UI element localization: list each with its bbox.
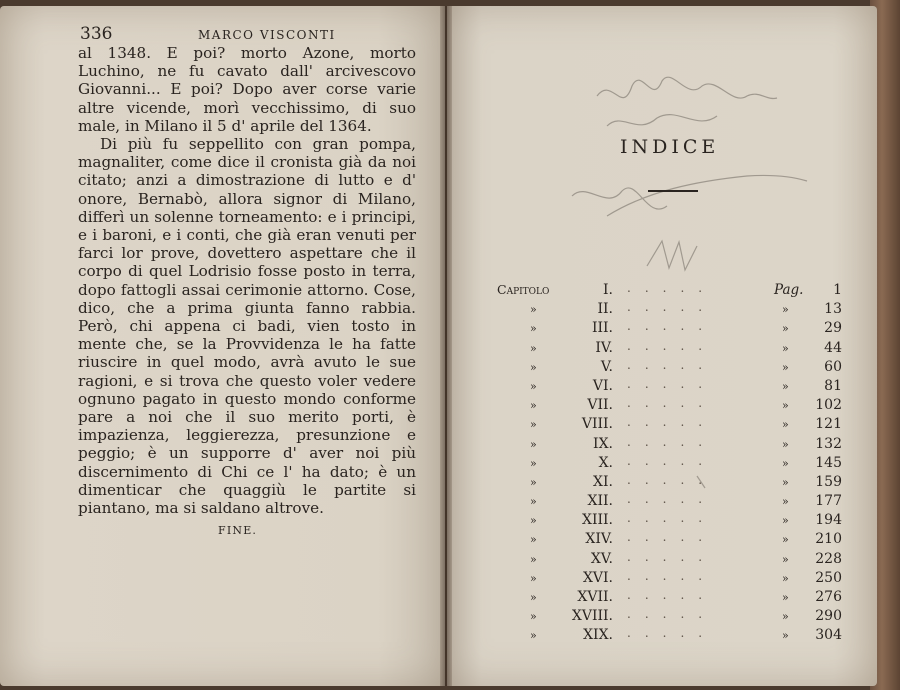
toc-row [497, 570, 842, 589]
toc-row [497, 301, 842, 320]
chapter-number: I. [603, 282, 613, 298]
ditto-mark: » [530, 303, 537, 317]
dot-leader: ..... [627, 511, 717, 526]
dot-leader: ..... [627, 453, 717, 468]
ditto-mark: » [782, 399, 789, 413]
ditto-mark: » [530, 456, 537, 470]
ditto-mark: » [530, 437, 537, 451]
chapter-number: XVII. [577, 589, 613, 605]
ditto-mark: » [530, 360, 537, 374]
ditto-mark: » [530, 475, 537, 489]
chapter-column-label: Capitolo [497, 282, 550, 297]
ditto-mark: » [530, 533, 537, 547]
ditto-mark: » [530, 379, 537, 393]
ditto-mark: » [530, 399, 537, 413]
chapter-number: VIII. [581, 416, 613, 433]
dot-leader: ..... [627, 415, 717, 430]
ditto-mark: » [530, 495, 537, 509]
ditto-mark: » [530, 552, 537, 566]
dot-leader: ..... [627, 607, 717, 622]
book-gutter [440, 6, 452, 686]
page-ref: 145 [815, 454, 842, 471]
index-title: INDICE [620, 136, 720, 158]
ditto-mark: » [782, 360, 789, 374]
page-ref: 304 [815, 627, 842, 644]
toc-row [497, 551, 842, 570]
page-ref: 276 [815, 589, 842, 605]
chapter-number: X. [598, 454, 613, 471]
toc-row [497, 282, 842, 301]
ditto-mark: » [782, 437, 789, 451]
page-ref: 132 [815, 435, 842, 452]
toc-row [497, 436, 842, 455]
page-ref: 228 [815, 550, 842, 567]
paragraph-2: Di più fu seppellito con gran pompa, magnaliter, come dice il cronista già da noi citato; anzi a dimostrazione di lutto e d' onore, Bernabò, allora signor di Milano, differì un solenne torneamento: e i principi, e i baroni, e i conti, che già eran venuti per farci lor prove, dovettero aspettare che il corpo di quel Lodrisio fosse posto in terra, dopo fattogli assai cerimonie attorno. Cose, dico, che a prima giunta fanno rabbia. Però, chi appena ci badi, vien tosto in mente che, se la Provvidenza le ha fatte riuscire in quel modo, avrà avuto le sue ragioni, e si trova che questo voler vedere ognuno pagato in questo mondo conforme pare a noi che il suo merito porti, è impazienza, leggierezza, presunzione e peggio; è un supporre d' aver noi più discernimento di Chi ce l' ha dato; è un dimenticar che quaggiù le partite si piantano, ma si saldano altrove. [78, 135, 416, 518]
running-head [80, 24, 420, 44]
dot-leader: ..... [627, 472, 717, 487]
page-ref: 210 [815, 531, 842, 548]
dot-leader: ..... [627, 281, 717, 295]
page-ref: 102 [815, 397, 842, 414]
page-ref: 121 [815, 416, 842, 433]
ditto-mark: » [782, 475, 789, 489]
ditto-mark: » [782, 591, 789, 604]
dot-leader: ..... [627, 376, 717, 391]
toc-row [497, 340, 842, 359]
page-ref: 250 [815, 569, 842, 586]
dot-leader: ..... [627, 549, 717, 564]
ditto-mark: » [530, 610, 537, 624]
ditto-mark: » [782, 495, 789, 509]
ditto-mark: » [782, 303, 789, 317]
chapter-number: III. [591, 320, 613, 337]
ditto-mark: » [782, 552, 789, 566]
toc-row [497, 455, 842, 474]
toc-row [497, 589, 842, 608]
ditto-mark: » [530, 571, 537, 585]
dot-leader: ..... [627, 338, 717, 353]
ditto-mark: » [782, 341, 789, 355]
running-title: MARCO VISCONTI [198, 28, 336, 42]
dot-leader: ..... [627, 357, 717, 372]
page-ref: 44 [824, 339, 842, 356]
chapter-number: IX. [593, 435, 613, 452]
dot-leader: ..... [627, 319, 717, 334]
chapter-number: II. [597, 301, 613, 318]
chapter-number: XIX. [583, 627, 613, 644]
dot-leader: ..... [627, 396, 717, 411]
page-ref: 159 [815, 473, 842, 490]
ditto-mark: » [782, 379, 789, 393]
dot-leader: ..... [627, 568, 717, 583]
toc-row [497, 493, 842, 512]
dot-leader: ..... [627, 530, 717, 545]
dot-leader: ..... [627, 626, 717, 641]
page-ref: 177 [815, 493, 842, 510]
ditto-mark: » [782, 514, 789, 528]
ditto-mark: » [530, 418, 537, 432]
toc-row [497, 359, 842, 378]
page-ref: 1 [833, 282, 842, 298]
ditto-mark: » [530, 322, 537, 336]
dot-leader: ..... [627, 588, 717, 602]
chapter-number: VI. [592, 377, 613, 394]
table-of-contents [497, 282, 842, 647]
chapter-number: XVI. [582, 569, 613, 586]
dot-leader: ..... [627, 492, 717, 507]
toc-row [497, 320, 842, 339]
toc-row [497, 531, 842, 550]
ditto-mark: » [782, 456, 789, 470]
page-number: 336 [80, 24, 113, 44]
toc-row [497, 416, 842, 435]
title-rule [648, 190, 698, 192]
chapter-number: XII. [587, 493, 613, 510]
body-text [78, 44, 416, 517]
ditto-mark: » [782, 610, 789, 624]
page-ref: 290 [815, 608, 842, 625]
ditto-mark: » [782, 629, 789, 643]
ditto-mark: » [782, 322, 789, 336]
chapter-number: XIV. [585, 531, 613, 548]
page-ref: 194 [815, 512, 842, 529]
page-ref: 29 [824, 320, 842, 337]
ditto-mark: » [530, 629, 537, 643]
chapter-number: XVIII. [571, 608, 613, 625]
toc-row [497, 474, 842, 493]
paragraph-1: al 1348. E poi? morto Azone, morto Luchino, ne fu cavato dall' arcivescovo Giovanni... E poi? Dopo aver corse varie altre vicende, morì vecchissimo, di suo male, in Milano il 5 d' aprile del 1364. [78, 44, 416, 135]
page-ref: 60 [824, 358, 842, 375]
end-mark: FINE. [218, 524, 258, 537]
ditto-mark: » [530, 341, 537, 355]
chapter-number: XI. [593, 473, 613, 490]
ditto-mark: » [782, 533, 789, 547]
ditto-mark: » [530, 514, 537, 528]
chapter-number: XIII. [581, 512, 613, 529]
dot-leader: ..... [627, 300, 717, 315]
dot-leader: ..... [627, 434, 717, 449]
ditto-mark: » [782, 571, 789, 585]
page-ref: 81 [824, 377, 842, 394]
toc-row [497, 397, 842, 416]
ditto-mark: » [530, 591, 537, 604]
toc-row [497, 627, 842, 646]
page-ref: 13 [824, 301, 842, 318]
toc-row [497, 378, 842, 397]
chapter-number: IV. [595, 339, 613, 356]
toc-row [497, 512, 842, 531]
page-column-label: Pag. [774, 282, 804, 298]
ditto-mark: » [782, 418, 789, 432]
chapter-number: V. [600, 358, 613, 375]
chapter-number: VII. [587, 397, 613, 414]
toc-row [497, 608, 842, 627]
chapter-number: XV. [590, 550, 613, 567]
